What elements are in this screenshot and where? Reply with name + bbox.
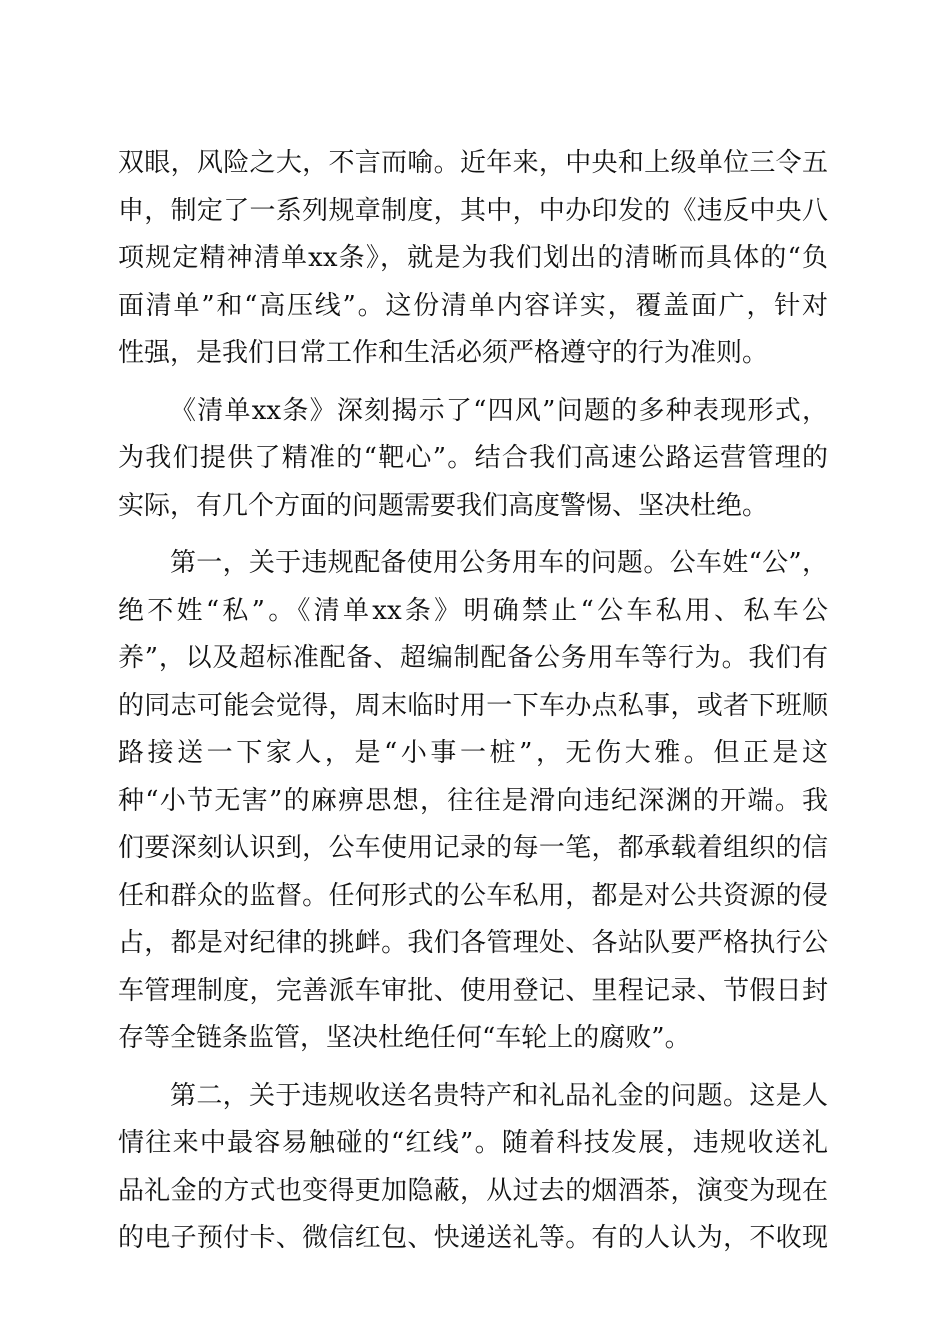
text-line: 养”，以及超标准配备、超编制配备公务用车等行为。我们有: [118, 643, 828, 673]
paragraph-gap: [118, 530, 828, 540]
text-line: 《清单xx条》深刻揭示了“四风”问题的多种表现形式，: [170, 395, 828, 426]
text-line: 情往来中最容易触碰的“红线”。随着科技发展，违规收送礼: [118, 1128, 828, 1158]
text-line: 车管理制度，完善派车审批、使用登记、里程记录、节假日封: [118, 975, 828, 1006]
text-line: 任和群众的监督。任何形式的公车私用，都是对公共资源的侵: [118, 880, 828, 911]
text-line: 的电子预付卡、微信红包、快递送礼等。有的人认为，不收现: [118, 1223, 828, 1253]
text-line: 项规定精神清单xx条》，就是为我们划出的清晰而具体的“负: [118, 243, 828, 273]
paragraph-gap: [118, 378, 828, 388]
text-line: 第二，关于违规收送名贵特产和礼品礼金的问题。这是人: [170, 1080, 828, 1111]
text-line: 第一，关于违规配备使用公务用车的问题。公车姓“公”，: [170, 548, 828, 578]
paragraph-gap: [118, 1063, 828, 1073]
text-line: 绝不姓“私”。《清单xx条》明确禁止“公车私用、私车公: [118, 595, 828, 626]
text-line: 申，制定了一系列规章制度，其中，中办印发的《违反中央八: [118, 195, 828, 226]
text-line: 实际，有几个方面的问题需要我们高度警惕、坚决杜绝。: [118, 490, 769, 521]
text-line: 品礼金的方式也变得更加隐蔽，从过去的烟酒茶，演变为现在: [118, 1175, 828, 1206]
text-line: 存等全链条监管，坚决杜绝任何“车轮上的腐败”。: [118, 1023, 691, 1053]
text-line: 的同志可能会觉得，周末临时用一下车办点私事，或者下班顺: [118, 690, 828, 721]
text-line: 为我们提供了精准的“靶心”。结合我们高速公路运营管理的: [118, 443, 828, 473]
document-body: [118, 140, 828, 1263]
text-line: 们要深刻认识到，公车使用记录的每一笔，都承载着组织的信: [118, 833, 828, 863]
text-line: 占，都是对纪律的挑衅。我们各管理处、各站队要严格执行公: [118, 928, 828, 958]
text-line: 种“小节无害”的麻痹思想，往往是滑向违纪深渊的开端。我: [118, 785, 828, 816]
text-line: 双眼，风险之大，不言而喻。近年来，中央和上级单位三令五: [118, 148, 828, 178]
text-line: 路接送一下家人，是“小事一桩”，无伤大雅。但正是这: [118, 738, 828, 768]
text-line: 面清单”和“高压线”。这份清单内容详实，覆盖面广，针对: [118, 290, 828, 321]
text-line: 性强，是我们日常工作和生活必须严格遵守的行为准则。: [118, 338, 769, 368]
